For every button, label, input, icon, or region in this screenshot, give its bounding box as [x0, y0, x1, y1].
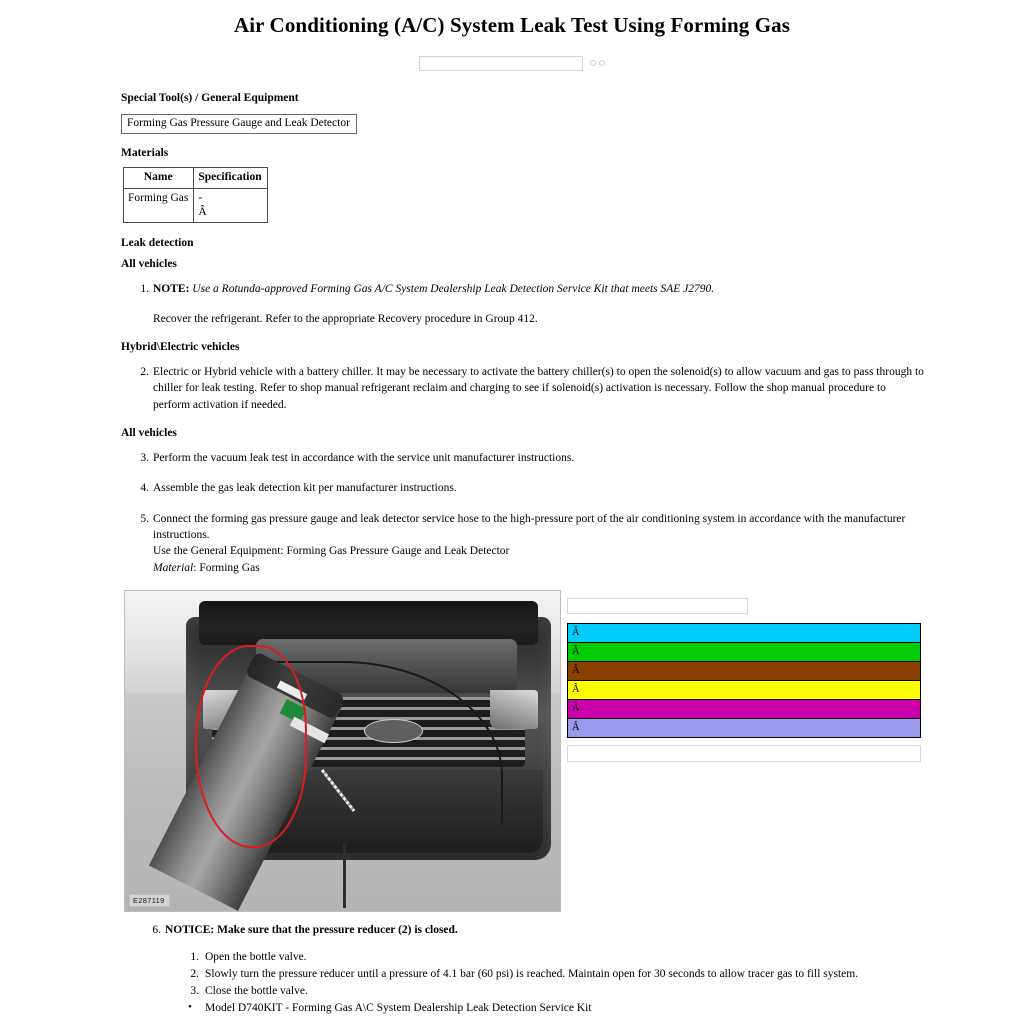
- figure-region: [121, 590, 924, 914]
- note-text: Use a Rotunda-approved Forming Gas A/C System Dealership Leak Detection Service Kit that meets SAE J2790.: [192, 283, 715, 296]
- step-4-text: Assemble the gas leak detection kit per manufacturer instructions.: [153, 482, 457, 495]
- search-options-dots-icon[interactable]: [590, 60, 605, 66]
- notice-block: [121, 922, 924, 1017]
- notice-bullets: [133, 1000, 924, 1017]
- search-input[interactable]: [419, 56, 583, 71]
- material-label: Material: [153, 561, 194, 574]
- callout-top-input[interactable]: [567, 598, 748, 614]
- step-number: 2.: [140, 366, 149, 378]
- callout-color-table: [567, 623, 921, 738]
- step-6-notice: [133, 922, 924, 938]
- steps-list-part-2: [121, 364, 924, 413]
- substep-2: [185, 966, 924, 983]
- step-number: 4.: [140, 482, 149, 495]
- substep-2-text: Slowly turn the pressure reducer until a pressure of 4.1 bar (60 psi) is reached. Maintain open for 30 seconds to allow tracer gas to fill system.: [205, 967, 859, 980]
- table-row: [124, 188, 268, 223]
- table-row: [568, 700, 921, 719]
- subheading-all-vehicles-1: All vehicles: [121, 258, 177, 271]
- notice-substeps: [133, 949, 924, 1000]
- step-number: 6.: [152, 923, 161, 936]
- cell-material-name: Forming Gas: [124, 188, 194, 223]
- callout-panel: [565, 590, 923, 764]
- callout-row-1[interactable]: Â: [568, 624, 921, 643]
- material-value: : Forming Gas: [193, 561, 260, 574]
- step-2-text: Electric or Hybrid vehicle with a battery chiller. It may be necessary to activate the battery chiller(s) to open the solenoid(s) to allow vacuum and gas to pass through to chiller for leak testing. Refer to shop manual refrigerant reclaim and charging to see if solenoid(s) activation is necessary. Follow the shop manual procedure to perform activation if needed.: [153, 366, 924, 411]
- substep-3-text: Close the bottle valve.: [205, 984, 308, 997]
- step-3: [121, 450, 924, 466]
- callout-row-6[interactable]: Â: [568, 719, 921, 738]
- callout-row-4[interactable]: Â: [568, 681, 921, 700]
- table-header-row: [124, 168, 268, 188]
- step-number: 3.: [140, 451, 149, 464]
- callout-row-2[interactable]: Â: [568, 643, 921, 662]
- step-number: 1.: [140, 283, 149, 296]
- spec-line-2: Â: [198, 205, 207, 218]
- step-5-equipment-line: Use the General Equipment: Forming Gas Pressure Gauge and Leak Detector: [153, 545, 510, 558]
- subheading-all-vehicles-2: All vehicles: [121, 426, 177, 439]
- step-5: [121, 511, 924, 576]
- substep-number: 1.: [190, 951, 199, 964]
- step-5-text: Connect the forming gas pressure gauge and leak detector service hose to the high-pressure port of the air conditioning system in accordance with the manufacturer instructions.: [153, 512, 906, 541]
- photo-headlamp-right: [490, 690, 538, 728]
- table-row: [568, 719, 921, 738]
- step-5-material-line: [153, 560, 924, 576]
- photo-bottle-stand: [343, 844, 346, 908]
- page-title: Air Conditioning (A/C) System Leak Test Using Forming Gas: [233, 13, 791, 37]
- substep-3: [185, 983, 924, 1000]
- substep-1-text: Open the bottle valve.: [205, 951, 307, 964]
- special-tools-heading: Special Tool(s) / General Equipment: [121, 92, 299, 104]
- step-1: [121, 281, 924, 327]
- table-row: [568, 624, 921, 643]
- photo-image-id: E287119: [129, 894, 170, 907]
- leak-detection-heading: Leak detection: [121, 237, 194, 250]
- spec-line-1: -: [198, 191, 203, 204]
- callout-row-5[interactable]: Â: [568, 700, 921, 719]
- column-header-name: Name: [124, 168, 194, 188]
- search-row: [0, 54, 1024, 72]
- list-item: • Model D740KIT - Forming Gas A\C System Dealership Leak Detection Service Kit: [185, 1000, 924, 1017]
- cell-material-specification: [194, 188, 267, 223]
- steps-list-part-1: [121, 281, 924, 327]
- steps-list-part-3: [121, 450, 924, 576]
- callout-row-3[interactable]: Â: [568, 662, 921, 681]
- substep-number: 3.: [190, 984, 199, 997]
- document-content: [0, 92, 1024, 1017]
- subheading-hybrid-electric-vehicles: Hybrid\Electric vehicles: [121, 341, 240, 353]
- step-2: [121, 364, 924, 413]
- substep-1: [185, 949, 924, 966]
- materials-section: [121, 147, 924, 223]
- step-3-text: Perform the vacuum leak test in accordance with the service unit manufacturer instructions.: [153, 451, 575, 464]
- note-label: NOTE:: [153, 283, 190, 296]
- materials-heading: Materials: [121, 147, 169, 160]
- step-number: 5.: [140, 512, 149, 525]
- notice-text: Make sure that the pressure reducer (2) is closed.: [214, 923, 458, 936]
- column-header-specification: Specification: [194, 168, 267, 188]
- step-4: [121, 480, 924, 496]
- table-row: [568, 662, 921, 681]
- substep-number: 2.: [190, 967, 199, 980]
- notice-label: NOTICE:: [165, 923, 215, 936]
- materials-table: [123, 167, 268, 223]
- table-row: [568, 681, 921, 700]
- table-row: [568, 643, 921, 662]
- step-1-paragraph: Recover the refrigerant. Refer to the appropriate Recovery procedure in Group 412.: [153, 312, 538, 325]
- photo-red-annotation-oval: [195, 645, 308, 847]
- callout-bottom-input[interactable]: [567, 745, 921, 762]
- special-tool-item[interactable]: Forming Gas Pressure Gauge and Leak Detector: [121, 114, 357, 134]
- procedure-photo: [124, 590, 561, 912]
